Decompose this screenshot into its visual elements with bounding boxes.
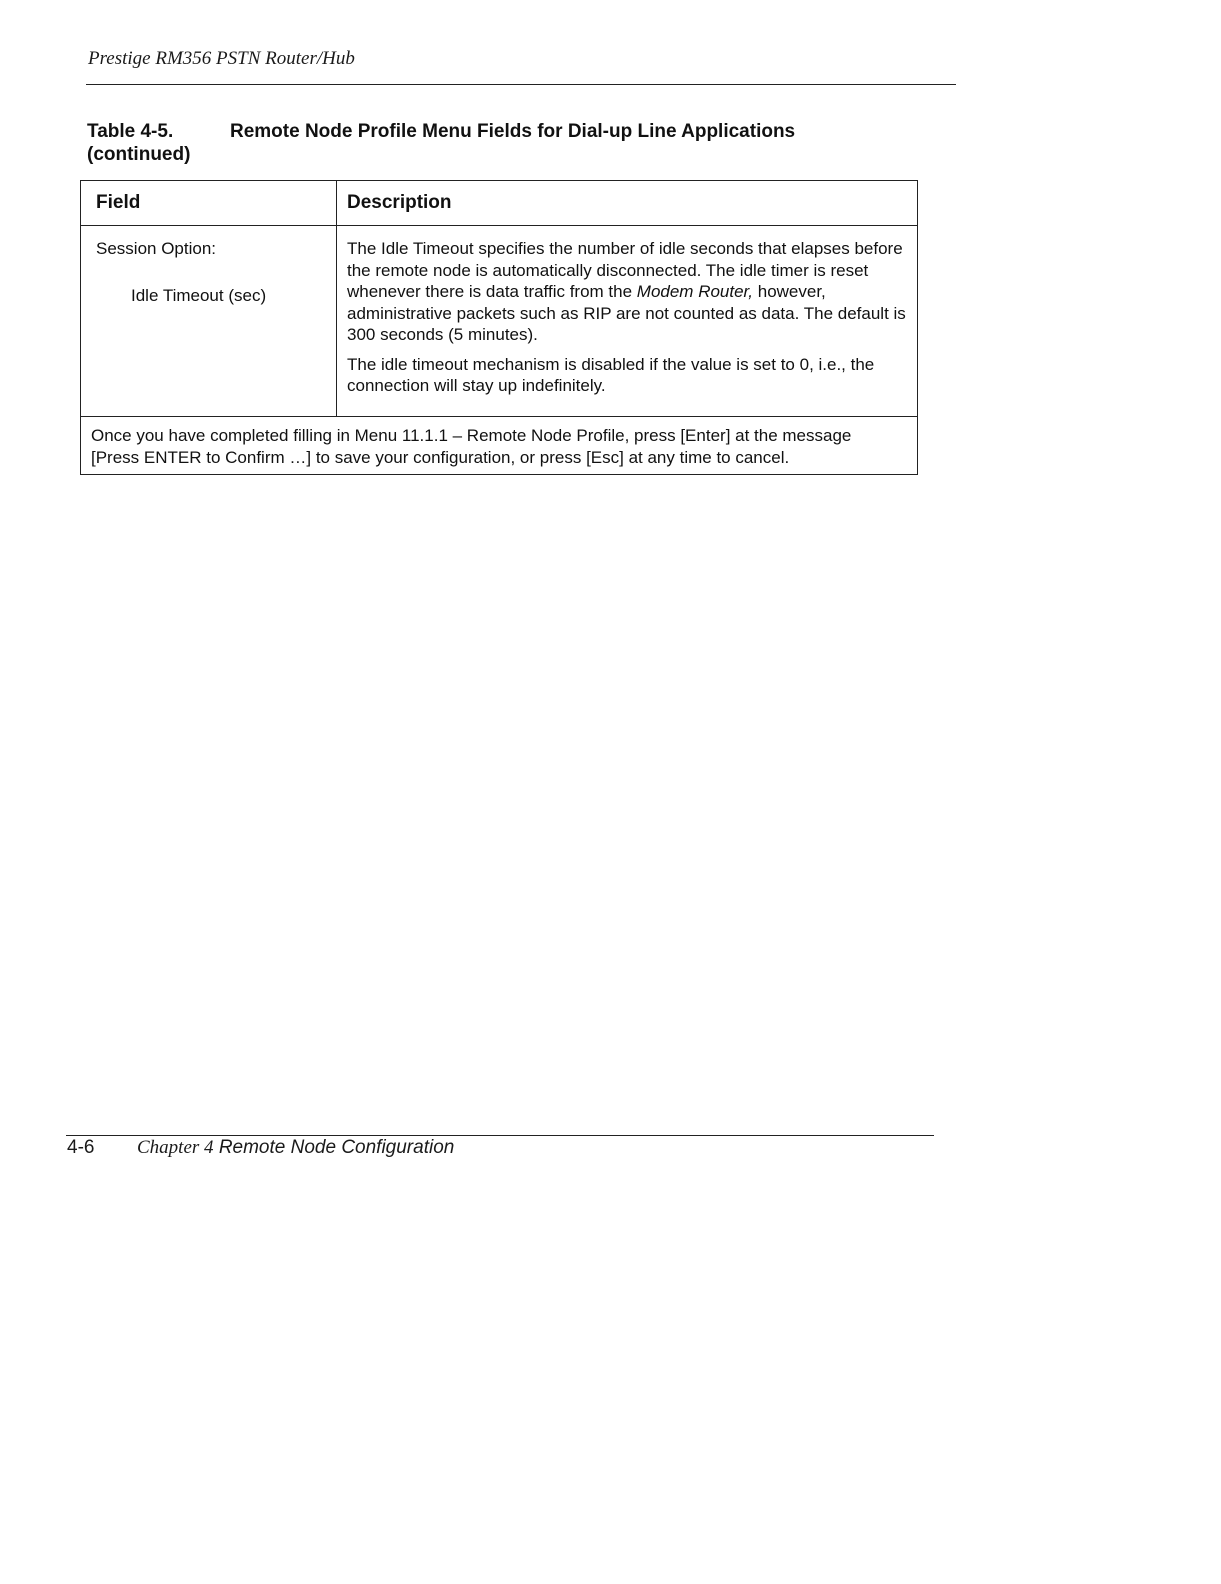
table-caption-continued: (continued) bbox=[87, 144, 191, 165]
description-text-continued: however, administrative packets such as RIP are not counted as data. The default is 300 seconds (5 minutes). bbox=[347, 282, 906, 344]
field-cell bbox=[81, 226, 337, 417]
description-text: The Idle Timeout specifies the number of idle seconds that elapses before the remote node is automatically disconnected. The idle timer is reset whenever there is data traffic from the bbox=[347, 239, 903, 301]
description-paragraph bbox=[347, 238, 909, 346]
column-header-field: Field bbox=[81, 181, 337, 226]
table-note-row bbox=[81, 417, 918, 475]
header-rule bbox=[86, 84, 956, 85]
table-caption-title: Remote Node Profile Menu Fields for Dial-up Line Applications bbox=[230, 121, 796, 142]
description-cell bbox=[337, 226, 918, 417]
footer-rule bbox=[66, 1135, 934, 1136]
field-description-table bbox=[80, 180, 918, 475]
page-footer bbox=[67, 1137, 454, 1159]
table-caption-number: Table 4-5. bbox=[87, 121, 174, 142]
running-header: Prestige RM356 PSTN Router/Hub bbox=[88, 48, 355, 69]
table-header-row bbox=[81, 181, 918, 226]
field-name-label: Idle Timeout (sec) bbox=[131, 285, 267, 305]
description-paragraph-2: The idle timeout mechanism is disabled if the value is set to 0, i.e., the connection will stay up indefinitely. bbox=[347, 354, 875, 395]
table-note: Once you have completed filling in Menu 11.1.1 – Remote Node Profile, press [Enter] at the message [Press ENTER to Confirm …] to save your configuration, or press [Esc] at any time to cancel. bbox=[81, 417, 918, 475]
description-emphasis: Modem Router, bbox=[636, 282, 754, 301]
column-header-description: Description bbox=[337, 181, 918, 226]
field-group-label: Session Option: bbox=[96, 239, 217, 258]
chapter-title: Remote Node Configuration bbox=[218, 1137, 455, 1158]
page-number: 4-6 bbox=[67, 1137, 95, 1158]
chapter-label: Chapter 4 bbox=[137, 1137, 214, 1158]
table-caption bbox=[87, 120, 947, 166]
table-row bbox=[81, 226, 918, 417]
